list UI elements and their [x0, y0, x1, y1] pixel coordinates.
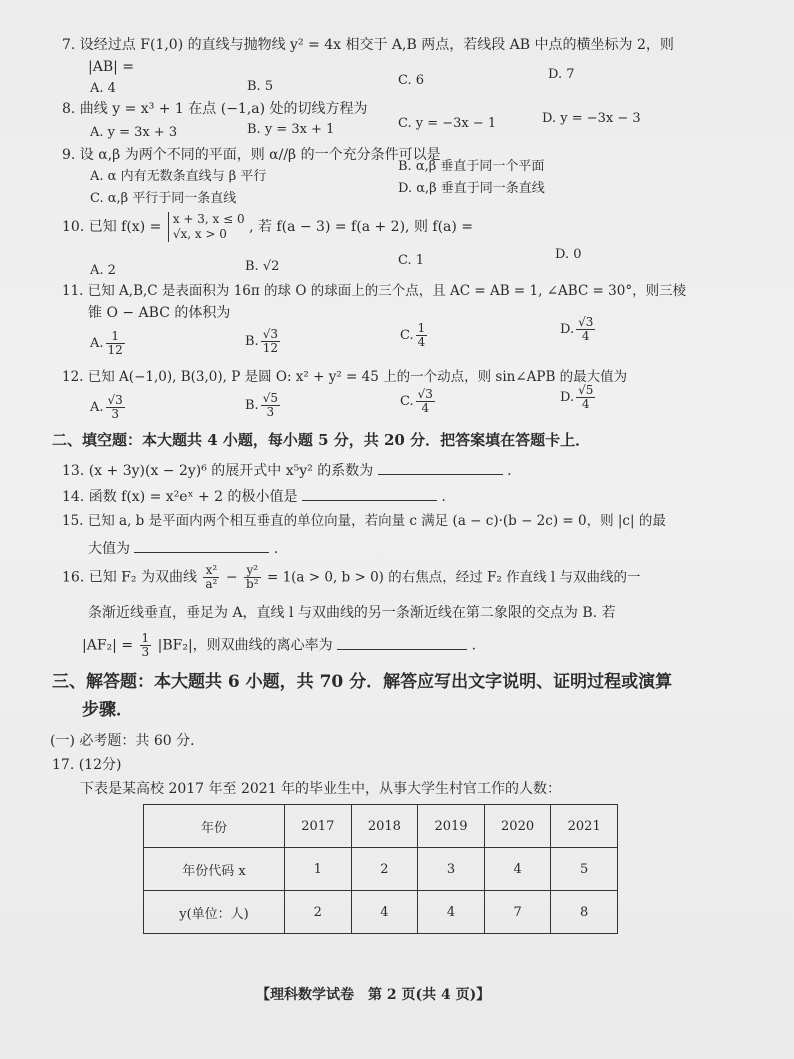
q11-stem: 11. 已知 A,B,C 是表面积为 16π 的球 O 的球面上的三个点，且 AC = AB = 1, ∠ABC = 30°，则三棱 [62, 283, 687, 299]
q11-option-d [560, 316, 597, 343]
q11-option-b-label: B. [245, 334, 259, 349]
q7-option-c: C. 6 [398, 73, 425, 88]
q12-option-a-fraction: $\frac{√3}{3}$ [107, 393, 123, 421]
section-3-heading: 三、解答题：本大题共 6 小题，共 70 分．解答应写出文字说明、证明过程或演算 [52, 672, 673, 692]
q13-period: . [507, 463, 512, 479]
q7-stem: 7. 设经过点 F(1,0) 的直线与抛物线 y² = 4x 相交于 A,B 两点，若线段 AB 中点的横坐标为 2，则 [62, 37, 674, 53]
table-cell: 4 [418, 891, 485, 934]
q16-fraction-x: $\frac{\text{x²}}{\text{a²}}$ [205, 563, 218, 591]
table-cell: 3 [418, 848, 485, 891]
q11-option-d-fraction: $\frac{√3}{4}$ [578, 315, 594, 343]
q12-option-d-label: D. [560, 390, 575, 405]
q12-option-a [90, 394, 127, 421]
q11-option-c-label: C. [400, 328, 414, 343]
table-cell: 4 [484, 848, 551, 891]
q16-fraction-third: $\frac{1}{3}$ [141, 631, 150, 659]
table-cell: 年份代码 x [144, 848, 285, 891]
q11-option-d-label: D. [560, 322, 575, 337]
q11-option-c [400, 322, 429, 349]
q8-option-c: C. y = −3x − 1 [398, 116, 497, 131]
table-cell: 2021 [551, 805, 618, 848]
q7-option-b: B. 5 [247, 79, 274, 94]
table-cell: 7 [484, 891, 551, 934]
q16-bf2: |BF₂|，则双曲线的离心率为 [157, 637, 333, 654]
q12-stem: 12. 已知 A(−1,0), B(3,0), P 是圆 O: x² + y² = 45 上的一个动点，则 sin∠APB 的最大值为 [62, 369, 628, 385]
table-cell: 年份 [144, 805, 285, 848]
q12-option-c-fraction: $\frac{√3}{4}$ [417, 387, 433, 415]
q10-case-1: x + 3, x ≤ 0 [172, 212, 245, 226]
q9-option-d: D. α,β 垂直于同一条直线 [398, 181, 545, 196]
q16-post: = 1(a > 0, b > 0) 的右焦点，经过 F₂ 作直线 l 与双曲线的一 [266, 569, 641, 586]
table-cell: 1 [285, 848, 352, 891]
q15-answer-blank[interactable] [134, 540, 269, 553]
q12-option-b [245, 392, 282, 419]
q13 [62, 462, 512, 480]
q14-answer-blank[interactable] [302, 488, 437, 501]
q8-option-a: A. y = 3x + 3 [90, 125, 178, 140]
q7-option-d: D. 7 [548, 67, 575, 82]
q16-af2: |AF₂| = [82, 637, 134, 654]
q16-minus: − [225, 569, 238, 586]
q11-option-a-fraction: $\frac{1}{12}$ [107, 329, 123, 357]
table-cell: 2019 [418, 805, 485, 848]
q9-option-c: C. α,β 平行于同一条直线 [90, 191, 237, 206]
q12-option-b-label: B. [245, 398, 259, 413]
table-cell: 2 [285, 891, 352, 934]
q15-stem: 15. 已知 a, b 是平面内两个相互垂直的单位向量，若向量 c 满足 (a − c)·(b − 2c) = 0，则 |c| 的最 [62, 513, 666, 529]
q10-piecewise [168, 212, 245, 242]
q15-period: . [273, 541, 279, 557]
page-footer: 【理科数学试卷 第 2 页(共 4 页)】 [256, 987, 491, 1003]
q10-number: 10. 已知 f(x) = [62, 219, 162, 235]
q16-period: . [471, 637, 477, 654]
q11-option-c-fraction: $\frac{1}{4}$ [417, 321, 426, 349]
q16-answer-blank[interactable] [337, 637, 467, 650]
q17-number: 17. (12分) [52, 757, 122, 773]
q10-case-2: √x, x > 0 [172, 227, 227, 241]
table-row-year [144, 805, 618, 848]
q11-option-b [245, 328, 282, 355]
table-cell: y(单位：人) [144, 891, 285, 934]
q13-stem: 13. (x + 3y)(x − 2y)⁶ 的展开式中 x⁵y² 的系数为 [62, 463, 374, 479]
table-cell: 5 [551, 848, 618, 891]
q11-option-a [90, 330, 127, 357]
table-cell: 2017 [285, 805, 352, 848]
q14-period: . [441, 489, 446, 505]
q16-pre: 16. 已知 F₂ 为双曲线 [62, 569, 197, 586]
section-3-heading-cont: 步骤． [82, 700, 133, 720]
q17-stem: 下表是某高校 2017 年至 2021 年的毕业生中，从事大学生村官工作的人数： [80, 781, 562, 797]
q10-option-d: D. 0 [555, 247, 582, 262]
q15-cont [88, 540, 278, 558]
q12-option-d-fraction: $\frac{√5}{4}$ [578, 383, 594, 411]
table-cell: 4 [351, 891, 418, 934]
q11-option-b-fraction: $\frac{√3}{12}$ [262, 327, 278, 355]
q14 [62, 488, 446, 506]
q8-option-d: D. y = −3x − 3 [542, 111, 641, 126]
q16-line-3 [82, 632, 476, 659]
q13-answer-blank[interactable] [378, 462, 503, 475]
q16-fraction-y: $\frac{\text{y²}}{\text{b²}}$ [246, 563, 259, 591]
table-row-code [144, 848, 618, 891]
q11-stem-cont: 锥 O − ABC 的体积为 [88, 305, 231, 321]
q7-option-a: A. 4 [90, 81, 116, 96]
table-cell: 8 [551, 891, 618, 934]
table-cell: 2020 [484, 805, 551, 848]
q12-option-d [560, 384, 597, 411]
q16-line-2: 条渐近线垂直，垂足为 A，直线 l 与双曲线的另一条渐近线在第二象限的交点为 B. 若 [88, 605, 616, 621]
q10-option-b: B. √2 [245, 259, 280, 274]
q10-stem [62, 212, 473, 242]
q14-stem: 14. 函数 f(x) = x²eˣ + 2 的极小值是 [62, 489, 298, 505]
q11-option-a-label: A. [90, 336, 104, 351]
q9-option-b: B. α,β 垂直于同一个平面 [398, 159, 545, 174]
q12-option-c-label: C. [400, 394, 414, 409]
q10-tail: , 若 f(a − 3) = f(a + 2), 则 f(a) = [249, 219, 474, 235]
q8-option-b: B. y = 3x + 1 [247, 122, 335, 137]
table-cell: 2 [351, 848, 418, 891]
q15-stem-cont: 大值为 [88, 541, 130, 557]
q10-option-c: C. 1 [398, 253, 425, 268]
q16-line-1 [62, 564, 641, 591]
q12-option-b-fraction: $\frac{√5}{3}$ [262, 391, 278, 419]
q10-option-a: A. 2 [90, 263, 116, 278]
q8-stem: 8. 曲线 y = x³ + 1 在点 (−1,a) 处的切线方程为 [62, 101, 368, 117]
section-2-heading: 二、填空题：本大题共 4 小题，每小题 5 分，共 20 分．把答案填在答题卡上． [52, 431, 591, 449]
q9-stem: 9. 设 α,β 为两个不同的平面，则 α//β 的一个充分条件可以是 [62, 147, 441, 163]
q12-option-c [400, 388, 437, 415]
required-questions-note: (一) 必考题：共 60 分． [50, 733, 205, 749]
table-row-count [144, 891, 618, 934]
q17-data-table [143, 804, 618, 934]
q9-option-a: A. α 内有无数条直线与 β 平行 [90, 169, 267, 184]
q7-stem-cont: |AB| = [88, 59, 135, 75]
q12-option-a-label: A. [90, 400, 104, 415]
table-cell: 2018 [351, 805, 418, 848]
